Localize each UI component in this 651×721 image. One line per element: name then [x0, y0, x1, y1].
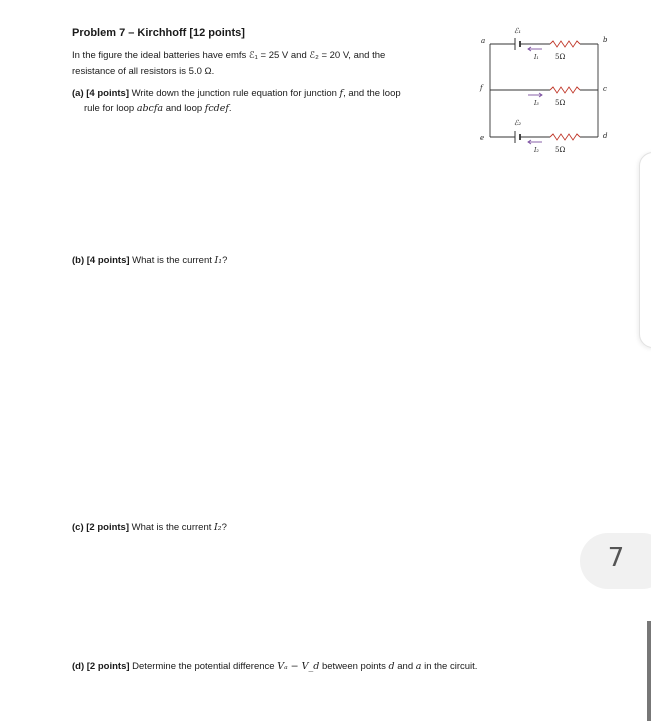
battery-emf2 [515, 131, 520, 143]
question-c [72, 520, 227, 535]
question-a-text-5: . [228, 103, 232, 114]
label-e: e [480, 134, 485, 142]
question-a-text-1: Write down the junction rule equation for junction [129, 88, 340, 99]
question-b-var: I₁ [214, 255, 223, 266]
question-b-tag: (b) [4 points] [72, 255, 130, 266]
page-number: 7 [607, 543, 625, 573]
arrow-i2-icon [528, 140, 542, 144]
problem-intro [72, 48, 452, 80]
question-d-text-2: between points [319, 661, 389, 672]
label-i1: I₁ [534, 54, 539, 61]
battery-emf1 [515, 38, 520, 50]
question-a-loop-1: abcfa [136, 103, 164, 114]
problem-title: Problem 7 – Kirchhoff [12 points] [72, 27, 245, 39]
question-d [72, 659, 477, 674]
scrollbar[interactable] [647, 621, 651, 721]
label-r-bottom: 5Ω [555, 146, 566, 154]
question-c-text: What is the current [129, 522, 215, 533]
question-a [72, 86, 457, 116]
resistor-top [550, 41, 580, 47]
label-c: c [603, 85, 607, 93]
resistor-middle [550, 87, 580, 93]
label-a: a [481, 37, 486, 45]
question-a-loop-2: fcdef [204, 103, 229, 114]
question-d-text-3: and [394, 661, 416, 672]
arrow-i3-icon [528, 93, 542, 97]
label-r-middle: 5Ω [555, 99, 566, 107]
question-b-end: ? [222, 255, 228, 266]
question-b-text: What is the current [129, 255, 215, 266]
arrow-i1-icon [528, 47, 542, 51]
resistor-bottom [550, 134, 580, 140]
question-d-point-a: a [415, 661, 422, 672]
question-a-tag: (a) [4 points] [72, 88, 129, 99]
label-d: d [603, 132, 608, 140]
circuit-wires [490, 44, 598, 137]
question-a-junction: f [339, 88, 344, 99]
question-d-expr: Vₐ − V_d [277, 661, 320, 672]
question-d-tag: (d) [2 points] [72, 661, 130, 672]
label-i3: I₃ [534, 100, 539, 107]
question-a-text-4: and loop [163, 103, 205, 114]
label-emf1: ℰ₁ [514, 27, 522, 35]
question-c-end: ? [221, 522, 227, 533]
label-f: f [480, 84, 483, 92]
label-r-top: 5Ω [555, 53, 566, 61]
label-b: b [603, 36, 608, 44]
question-d-text-4: in the circuit. [421, 661, 478, 672]
question-d-text-1: Determine the potential difference [129, 661, 278, 672]
side-panel-tab[interactable] [639, 152, 651, 348]
label-emf2: ℰ₂ [514, 119, 522, 127]
question-c-var: I₂ [214, 522, 222, 533]
intro-line-1: In the figure the ideal batteries have emfs ℰ₁ = 25 V and ℰ₂ = 20 V, and the [72, 50, 386, 61]
question-d-point-d: d [388, 661, 395, 672]
label-i2: I₂ [534, 147, 539, 154]
question-a-text-2: , and the loop [343, 88, 401, 99]
circuit-diagram [470, 18, 620, 158]
question-a-text-3: rule for loop [84, 103, 137, 114]
question-a-line-2 [72, 101, 457, 116]
question-b [72, 253, 227, 268]
question-c-tag: (c) [2 points] [72, 522, 129, 533]
intro-line-2: resistance of all resistors is 5.0 Ω. [72, 66, 215, 77]
